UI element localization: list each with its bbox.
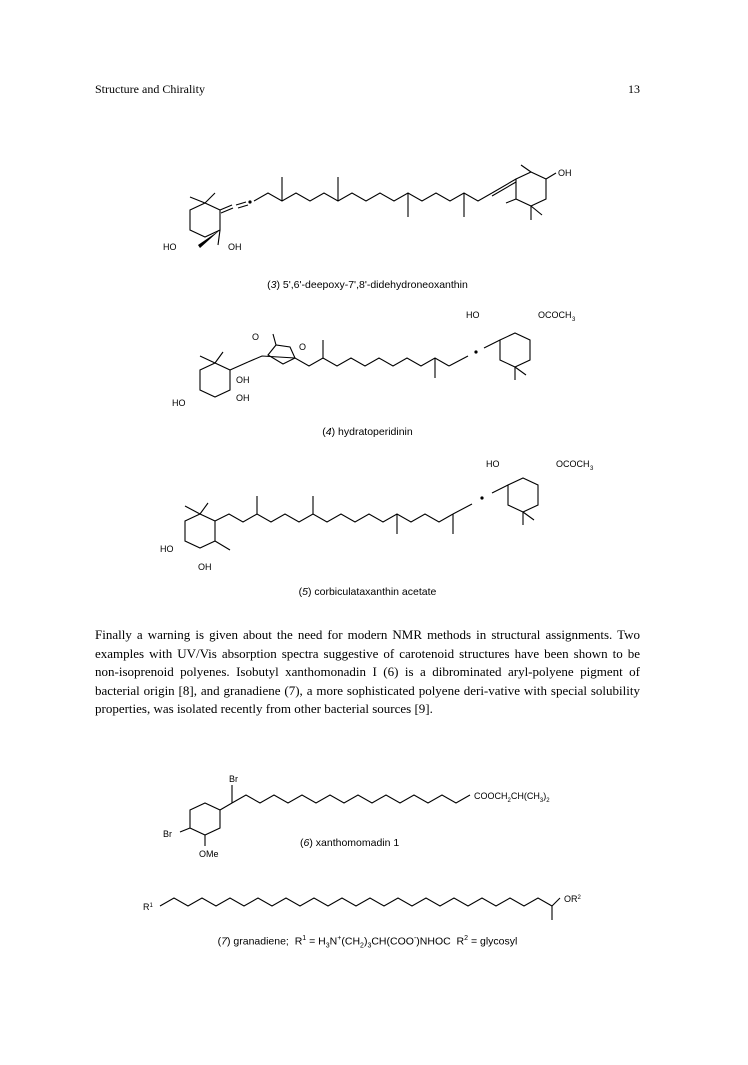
structure-7 bbox=[0, 880, 748, 930]
svg-text:OH: OH bbox=[198, 562, 212, 572]
structure-5 bbox=[0, 446, 748, 576]
svg-text:HO: HO bbox=[486, 459, 500, 469]
svg-text:OH: OH bbox=[236, 393, 250, 403]
svg-text:HO: HO bbox=[466, 310, 480, 320]
svg-text:OCOCH: OCOCH bbox=[538, 310, 572, 320]
body-paragraph: Finally a warning is given about the need for modern NMR methods in structural assignments. Two examples with UV/Vis absorption spectra suggestive of carotenoid structures have been shown to be non-isoprenoid polyenes. Isobutyl xanthomonadin I (6) is a dibrominated aryl-polyene pigment of bacterial origin [8], and granadiene (7), a more sophisticated polyene deri-vative with special solubility properties, was isolated recently from other bacterial sources [9]. bbox=[95, 627, 640, 717]
polyene-chain-5 bbox=[215, 514, 453, 522]
polyene-chain-7 bbox=[160, 898, 552, 906]
label-oh-ring: OH bbox=[228, 242, 242, 252]
svg-text:OMe: OMe bbox=[199, 849, 219, 859]
ring-right bbox=[516, 172, 546, 206]
svg-text:HO: HO bbox=[172, 398, 186, 408]
running-header bbox=[95, 82, 640, 98]
caption-4: (4) hydratoperidinin bbox=[322, 426, 413, 438]
caption-6: (6) xanthomomadin 1 bbox=[300, 837, 400, 849]
svg-text:R1: $R^1$ bbox=[143, 902, 153, 912]
svg-text:HO: HO bbox=[160, 544, 174, 554]
svg-text:3: 3 bbox=[590, 466, 594, 472]
caption-7: (7) granadiene; $R^1$ = $H_3N^+(CH_2)_3CH(COO^-)NHOC$ $R^2$ = glycosyl bbox=[217, 935, 518, 950]
polyene-chain-3 bbox=[254, 193, 492, 201]
svg-text:O: O bbox=[252, 332, 260, 342]
caption-3: (3) 5',6'-deepoxy-7',8'-didehydroneoxanthin bbox=[267, 279, 468, 291]
structure-4 bbox=[0, 300, 748, 420]
page-number: 13 bbox=[628, 82, 640, 96]
caption-5: (5) corbiculataxanthin acetate bbox=[298, 586, 437, 598]
structure-3 bbox=[0, 135, 748, 265]
svg-text:Br: Br bbox=[229, 774, 238, 784]
structure-6 bbox=[0, 770, 748, 870]
label-ho: HO bbox=[163, 242, 177, 252]
svg-text:O: O bbox=[299, 342, 307, 352]
svg-text:COOCH2CH(CH3)2: $COOCH_2CH(CH_3)_2$ bbox=[474, 791, 550, 804]
svg-text:Br: Br bbox=[163, 829, 172, 839]
polyene-chain-6 bbox=[232, 795, 470, 803]
svg-text:OR2: $OR^2$ bbox=[564, 894, 581, 904]
svg-text:3: 3 bbox=[572, 317, 576, 323]
svg-text:OH: OH bbox=[236, 375, 250, 385]
svg-text:OCOCH: OCOCH bbox=[556, 459, 590, 469]
ring-left bbox=[190, 203, 220, 237]
running-title: Structure and Chirality bbox=[95, 82, 205, 96]
label-oh-top: OH bbox=[558, 168, 572, 178]
